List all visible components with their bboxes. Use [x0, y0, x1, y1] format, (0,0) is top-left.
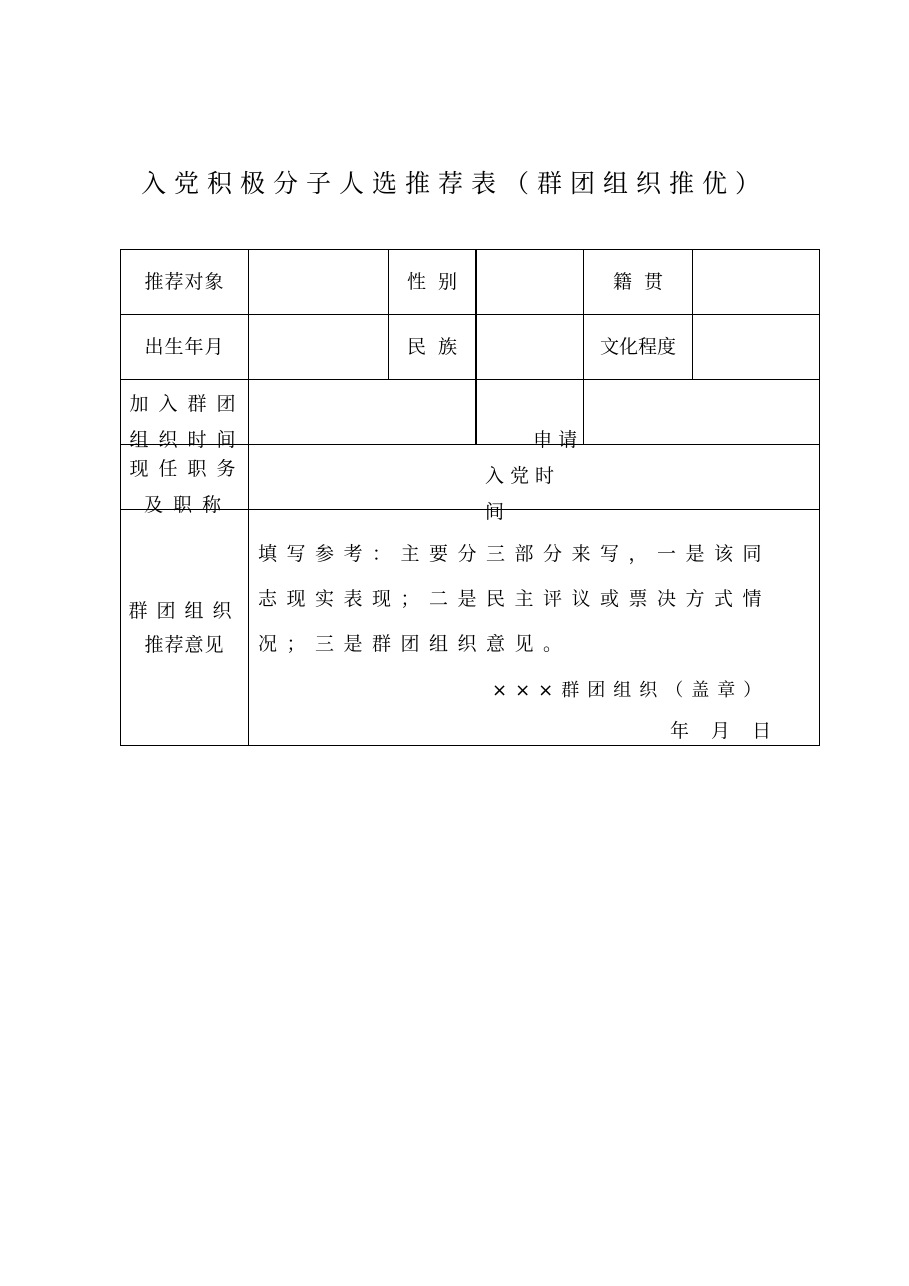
opinion-label-line2: 推荐意见 [144, 633, 225, 656]
table-border-right [819, 249, 820, 746]
apply-party-time-label [477, 380, 589, 523]
opinion-label-line1: 群团组织 [128, 599, 241, 622]
native-place-label-text: 籍 贯 [612, 270, 664, 293]
gender-label [389, 250, 475, 314]
guidance-text: 填写参考：主要分三部分来写，一是该同志现实表现；二是民主评议或票决方式情况；三是群团组织意见。 [258, 543, 772, 655]
ethnicity-label [389, 315, 475, 379]
join-org-time-field[interactable] [249, 380, 475, 444]
birth-date-label-text: 出生年月 [144, 335, 225, 358]
ethnicity-field[interactable] [477, 315, 583, 379]
birth-date-label [121, 315, 248, 379]
ethnicity-label-text: 民 族 [406, 335, 458, 358]
current-position-label-text: 现任职务及职称 [129, 458, 246, 516]
current-position-field[interactable] [249, 445, 819, 509]
recommendation-form [120, 249, 820, 746]
birth-date-field[interactable] [249, 315, 388, 379]
education-field[interactable] [693, 315, 819, 379]
apply-party-time-field[interactable] [584, 380, 819, 444]
gender-field[interactable] [477, 250, 583, 314]
gender-label-text: 性 别 [406, 270, 458, 293]
education-label [584, 315, 692, 379]
native-place-label [584, 250, 692, 314]
join-org-time-label [121, 380, 248, 451]
date-line: 年 月 日 [670, 720, 772, 742]
recommendee-field[interactable] [249, 250, 388, 314]
recommendee-label [121, 250, 248, 314]
native-place-field[interactable] [693, 250, 819, 314]
education-label-text: 文化程度 [599, 335, 676, 358]
recommendee-label-text: 推荐对象 [144, 270, 225, 293]
org-seal-line: ×××群团组织（盖章） [492, 680, 770, 701]
apply-party-time-label-text: 申请入党时 间 [485, 429, 585, 523]
join-org-time-label-text: 加入群团组织时间 [129, 393, 246, 451]
form-title: 入党积极分子人选推荐表（群团组织推优） [140, 169, 768, 198]
current-position-label [121, 445, 248, 516]
recommendation-opinion-label [121, 510, 248, 745]
